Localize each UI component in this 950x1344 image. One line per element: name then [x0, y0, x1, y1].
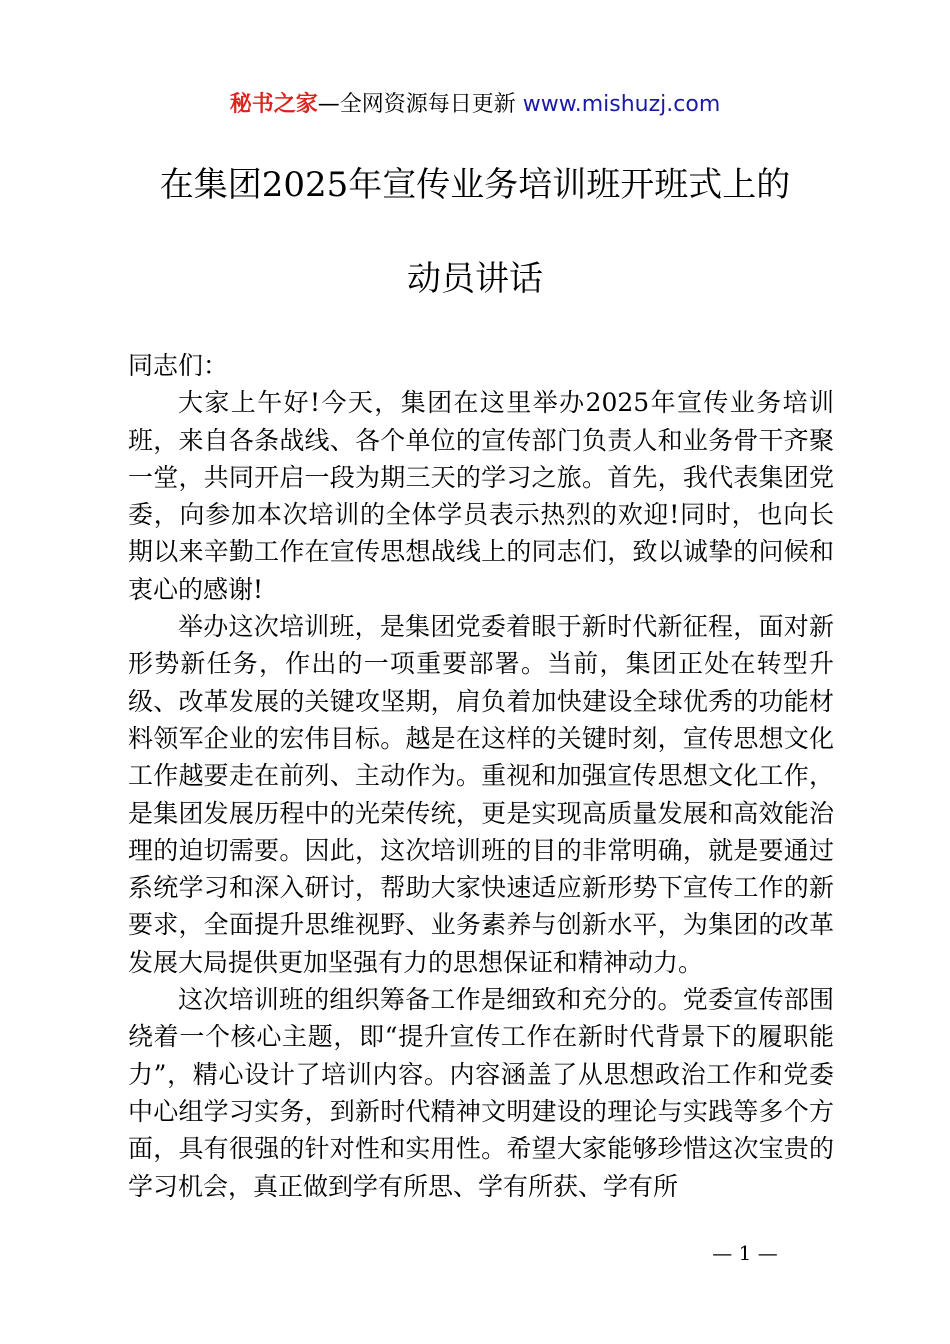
paragraph-3: 这次培训班的组织筹备工作是细致和充分的。党委宣传部围绕着一个核心主题，即“提升宣传工作在新时代背景下的履职能力”，精心设计了培训内容。内容涵盖了从思想政治工作和党委中心组学习实务，到新时代精神文明建设的理论与实践等多个方面，具有很强的针对性和实用性。希望大家能够珍惜这次宝贵的学习机会，真正做到学有所思、学有所获、学有所	[128, 985, 834, 1201]
document-body	[128, 347, 834, 1205]
paragraph-1: 大家上午好!今天，集团在这里举办2025年宣传业务培训班，来自各条战线、各个单位的宣传部门负责人和业务骨干齐聚一堂，共同开启一段为期三天的学习之旅。首先，我代表集团党委，向参加本次培训的全体学员表示热烈的欢迎!同时，也向长期以来辛勤工作在宣传思想战线上的同志们，致以诚挚的问候和衷心的感谢!	[128, 388, 834, 604]
page-number: — 1 —	[712, 1241, 778, 1265]
site-url[interactable]: www.mishuzj.com	[522, 92, 721, 117]
document-title-line-1: 在集团2025年宣传业务培训班开班式上的	[159, 165, 791, 205]
header-slogan: —全网资源每日更新	[317, 92, 516, 117]
watermark-header	[0, 88, 950, 122]
document-title-line-2: 动员讲话	[407, 259, 543, 299]
salutation: 同志们：	[128, 351, 229, 380]
brand-name: 秘书之家	[229, 92, 318, 117]
paragraph-2: 举办这次培训班，是集团党委着眼于新时代新征程，面对新形势新任务，作出的一项重要部署。当前，集团正处在转型升级、改革发展的关键攻坚期，肩负着加快建设全球优秀的功能材料领军企业的宏伟目标。越是在这样的关键时刻，宣传思想文化工作越要走在前列、主动作为。重视和加强宣传思想文化工作，是集团发展历程中的光荣传统，更是实现高质量发展和高效能治理的迫切需要。因此，这次培训班的目的非常明确，就是要通过系统学习和深入研讨，帮助大家快速适应新形势下宣传工作的新要求，全面提升思维视野、业务素养与创新水平，为集团的改革发展大局提供更加坚强有力的思想保证和精神动力。	[128, 612, 834, 977]
